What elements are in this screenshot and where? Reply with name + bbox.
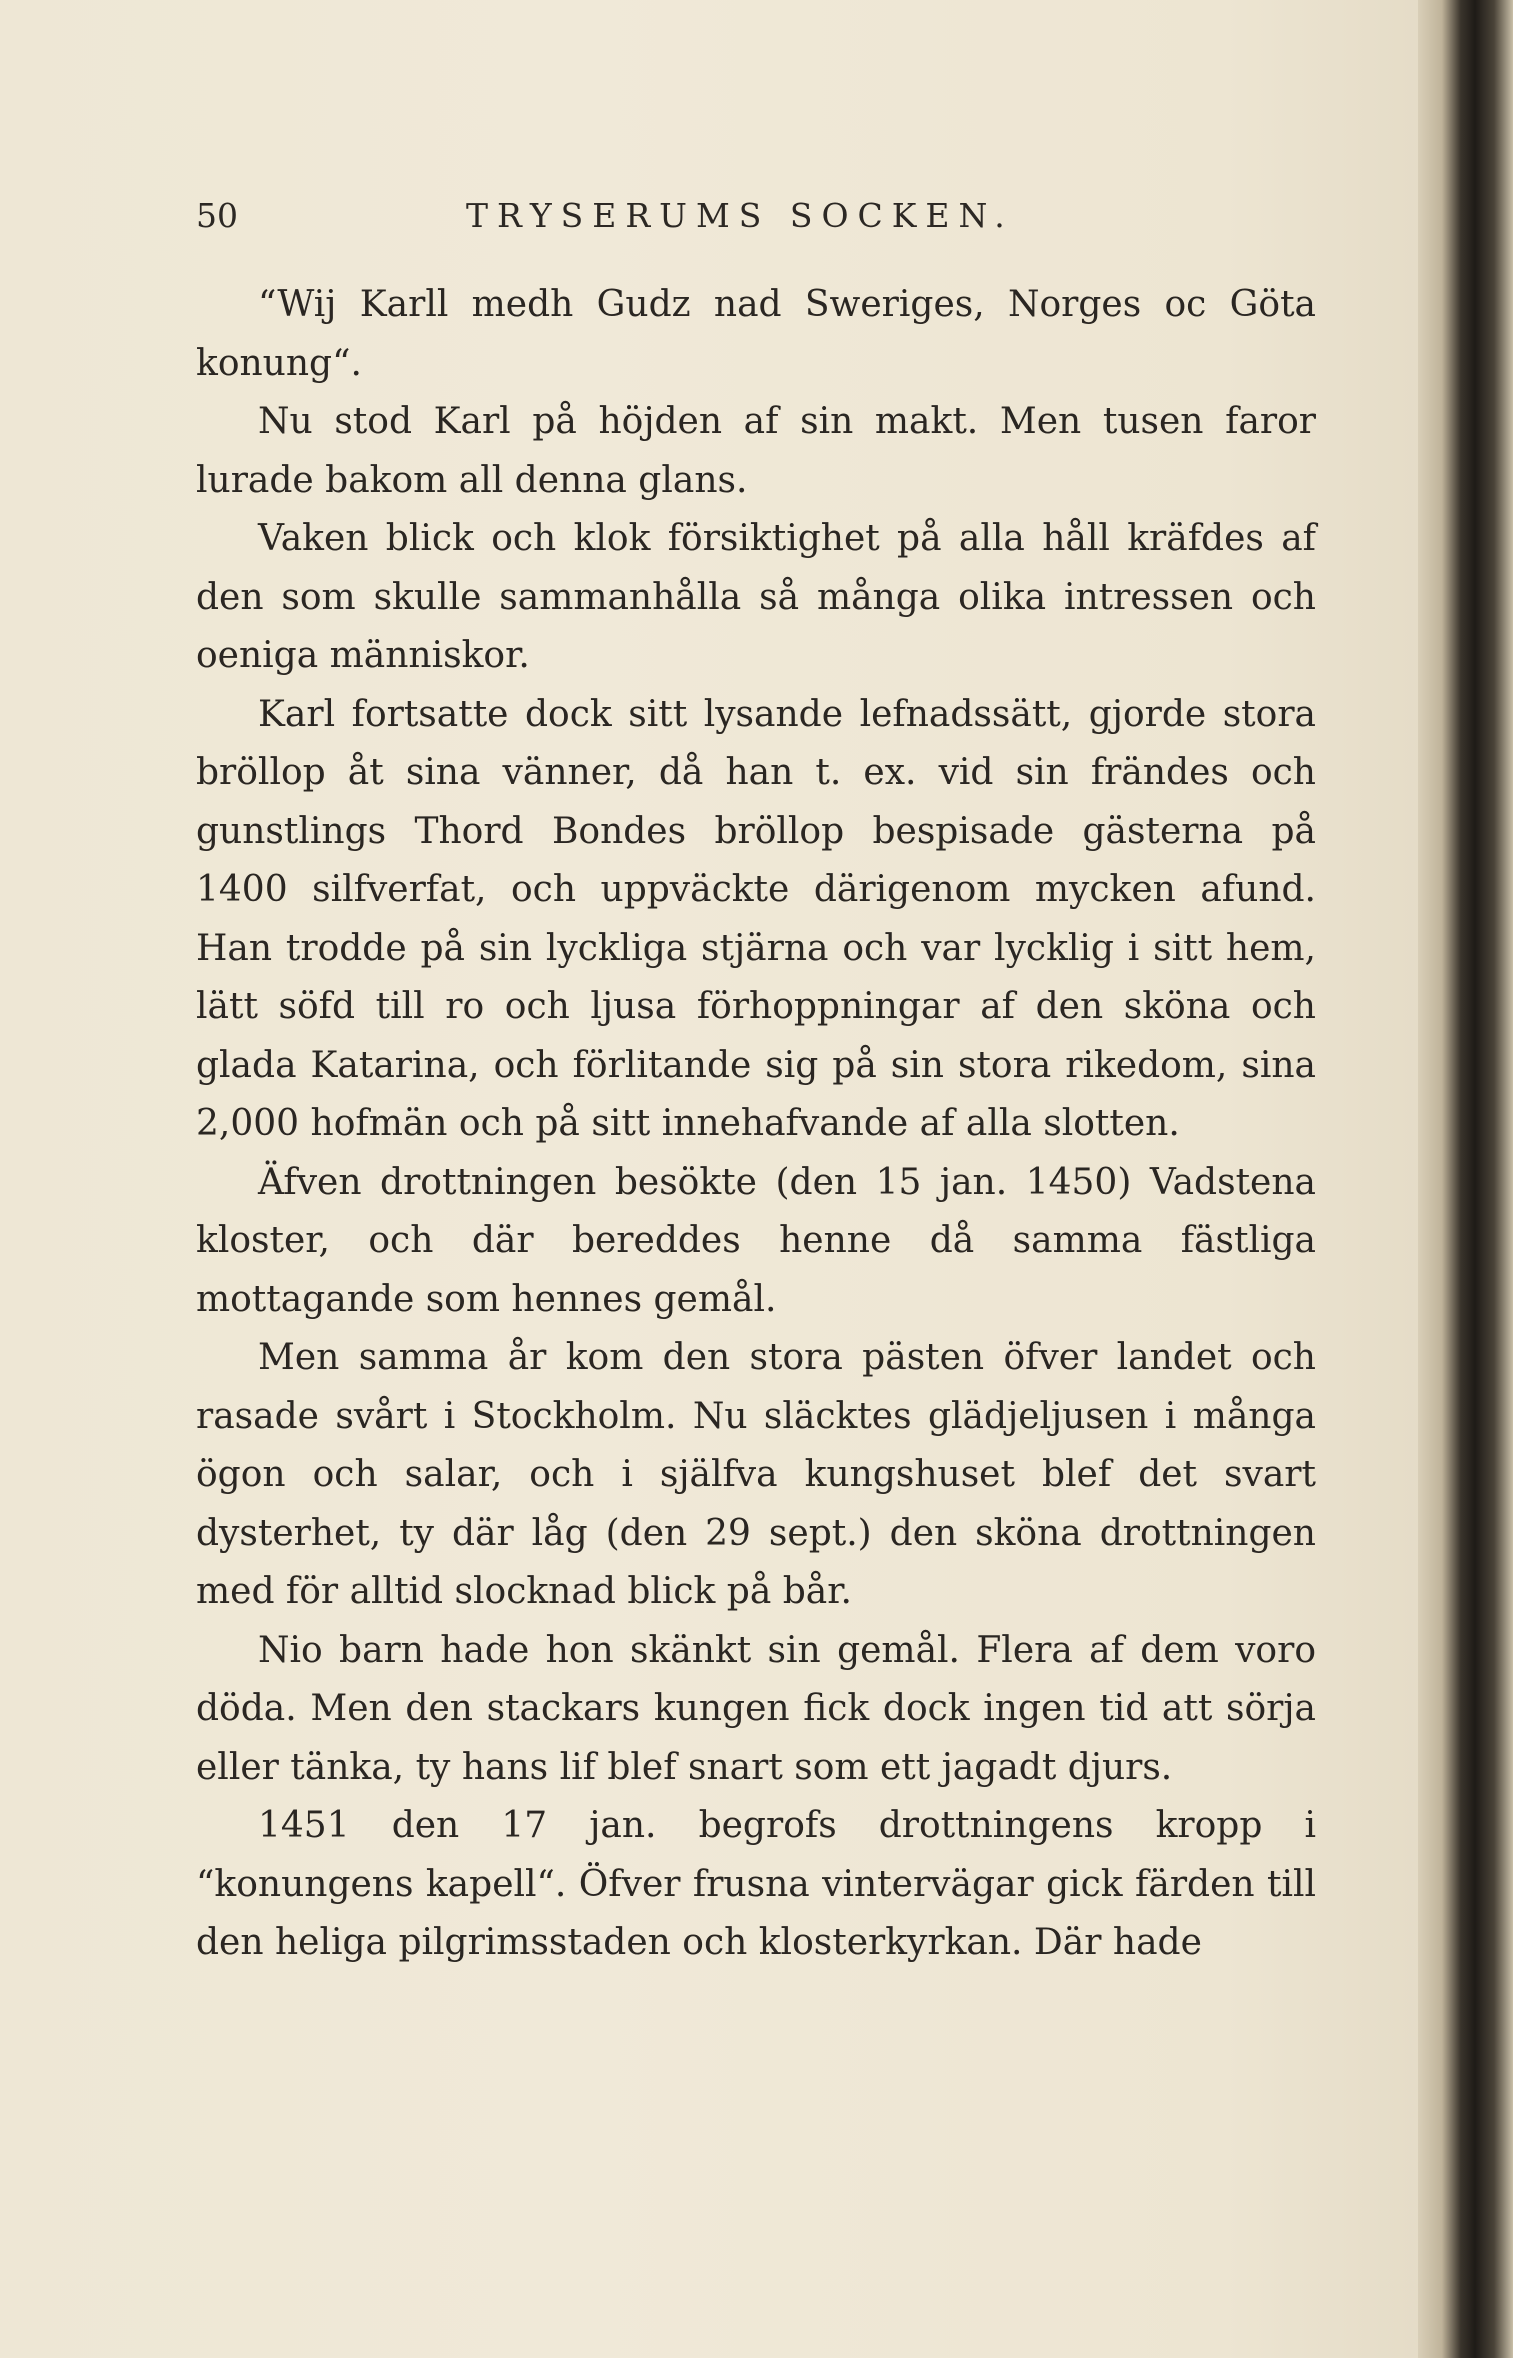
page-header: [196, 196, 1316, 246]
book-spine-edge: [1418, 0, 1513, 2358]
paragraph: Nio barn hade hon skänkt sin gemål. Flera af dem voro döda. Men den stackars kungen fick dock ingen tid att sörja eller tänka, ty hans lif blef snart som ett jagadt djurs.: [196, 1629, 1316, 1788]
page-number: 50: [196, 196, 238, 235]
paragraph: Vaken blick och klok försiktighet på alla håll kräfdes af den som skulle sammanhålla så många olika intressen och oeniga människor.: [196, 518, 1316, 676]
body-text: [196, 276, 1316, 1973]
paragraph: Nu stod Karl på höjden af sin makt. Men tusen faror lurade bakom all denna glans.: [196, 401, 1316, 501]
paragraph: Karl fortsatte dock sitt lysande lefnadssätt, gjorde stora bröllop åt sina vänner, då han t. ex. vid sin frändes och gunstlings Thord Bondes bröllop bespisade gästerna på 1400 silfverfat, och uppväckte därigenom mycken afund. Han trodde på sin lyckliga stjärna och var lycklig i sitt hem, lätt söfd till ro och ljusa förhoppningar af den sköna och glada Katarina, och förlitande sig på sin stora rikedom, sina 2,000 hofmän och på sitt innehafvande af alla slotten.: [196, 693, 1316, 1144]
paragraph: 1451 den 17 jan. begrofs drottningens kropp i “konungens kapell“. Öfver frusna vintervägar gick färden till den heliga pilgrimsstaden och klosterkyrkan. Där hade: [196, 1805, 1316, 1963]
running-title: TRYSERUMS SOCKEN.: [466, 196, 1014, 235]
paragraph: “Wij Karll medh Gudz nad Sweriges, Norges oc Göta konung“.: [196, 284, 1316, 384]
paragraph: Äfven drottningen besökte (den 15 jan. 1450) Vadstena kloster, och där bereddes henne då samma fästliga mottagande som hennes gemål.: [196, 1161, 1316, 1320]
paragraph: Men samma år kom den stora pästen öfver landet och rasade svårt i Stockholm. Nu släcktes glädjeljusen i många ögon och salar, och i själfva kungshuset blef det svart dysterhet, ty där låg (den 29 sept.) den sköna drottningen med för alltid slocknad blick på bår.: [196, 1337, 1316, 1612]
